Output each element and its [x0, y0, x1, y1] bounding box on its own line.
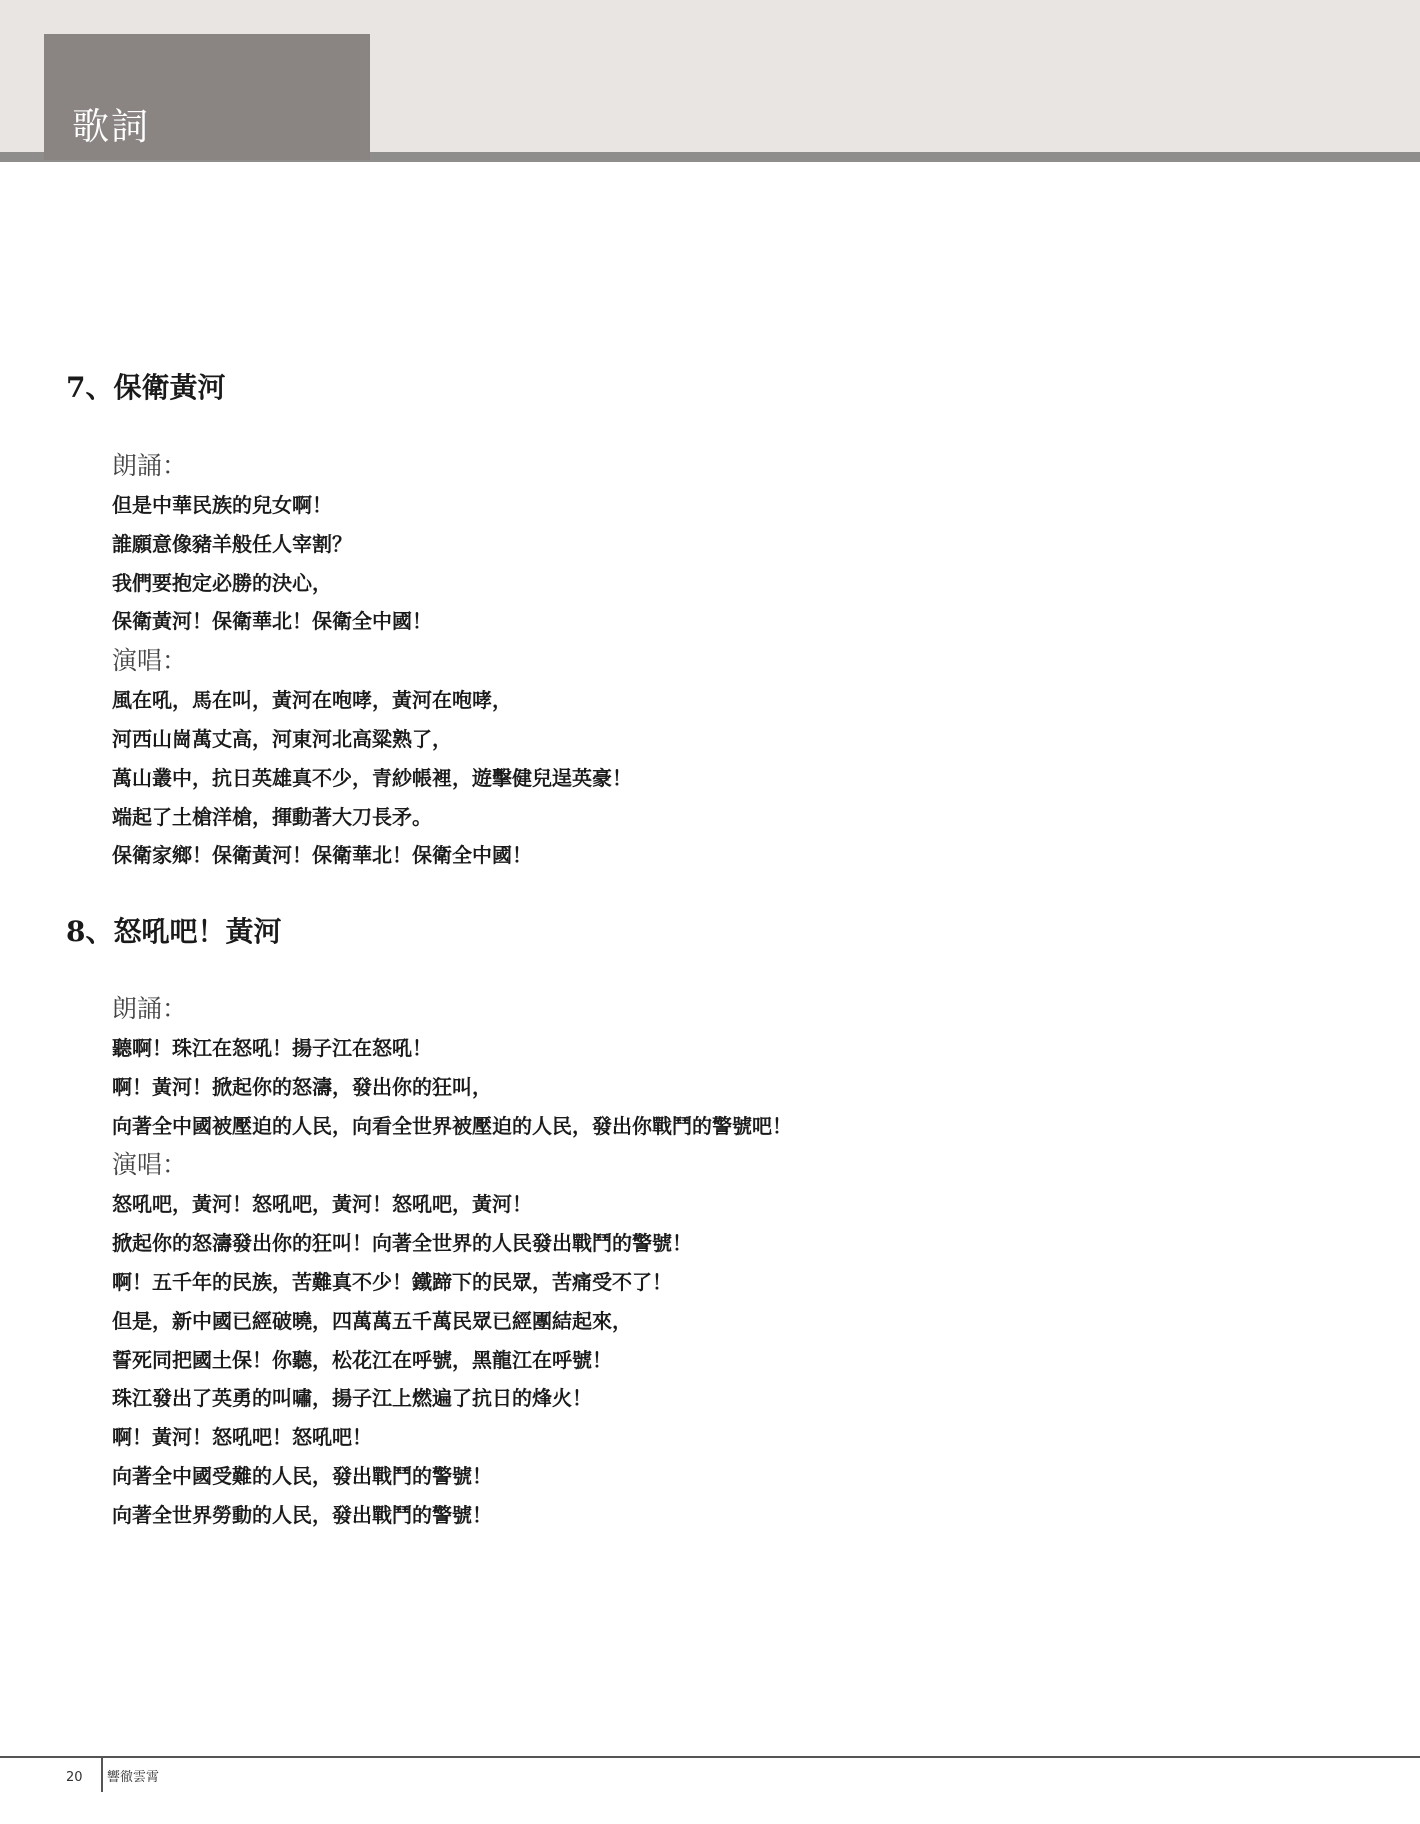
lyric-line: 聽啊！珠江在怒吼！揚子江在怒吼！	[112, 1036, 432, 1060]
part-label-singing: 演唱：	[112, 646, 188, 676]
part-label-singing: 演唱：	[112, 1150, 188, 1180]
lyric-line: 啊！五千年的民族，苦難真不少！鐵蹄下的民眾，苦痛受不了！	[112, 1269, 672, 1294]
section-heading-8: 8、怒吼吧！黃河	[66, 915, 282, 948]
lyric-line: 誰願意像豬羊般任人宰割？	[112, 531, 352, 556]
lyric-line: 但是，新中國已經破曉，四萬萬五千萬民眾已經團結起來，	[112, 1308, 632, 1333]
lyric-line: 萬山叢中，抗日英雄真不少，青紗帳裡，遊擊健兒逞英豪！	[112, 765, 632, 790]
publication-name: 響徹雲霄	[107, 1770, 160, 1785]
lyric-line: 掀起你的怒濤發出你的狂叫！向著全世界的人民發出戰鬥的警號！	[112, 1231, 692, 1256]
footer-separator	[101, 1758, 103, 1792]
lyric-line: 保衛家鄉！保衛黃河！保衛華北！保衛全中國！	[112, 843, 532, 868]
lyric-line: 河西山崗萬丈高，河東河北高粱熟了，	[112, 726, 452, 751]
lyric-line: 向著全中國被壓迫的人民，向看全世界被壓迫的人民，發出你戰鬥的警號吧！	[112, 1113, 792, 1138]
lyrics-block-7	[112, 446, 1162, 875]
lyric-line: 保衛黃河！保衛華北！保衛全中國！	[112, 609, 432, 634]
lyrics-block-8	[112, 989, 1162, 1535]
part-label-recitation: 朗誦：	[112, 994, 188, 1023]
lyric-line: 風在吼，馬在叫，黃河在咆哮，黃河在咆哮，	[112, 688, 512, 713]
lyric-line: 向著全中國受難的人民，發出戰鬥的警號！	[112, 1463, 492, 1488]
page-title: 歌詞	[72, 105, 150, 148]
page-number: 20	[66, 1770, 83, 1785]
lyric-line: 端起了土槍洋槍，揮動著大刀長矛。	[112, 804, 432, 829]
part-label-recitation: 朗誦：	[112, 451, 188, 480]
lyric-line: 怒吼吧，黃河！怒吼吧，黃河！怒吼吧，黃河！	[112, 1192, 532, 1217]
lyric-line: 誓死同把國土保！你聽，松花江在呼號，黑龍江在呼號！	[112, 1347, 612, 1372]
section-heading-7: 7、保衛黃河	[66, 371, 226, 404]
lyric-line: 我們要抱定必勝的決心，	[112, 570, 332, 595]
lyric-line: 但是中華民族的兒女啊！	[112, 493, 332, 517]
lyric-line: 珠江發出了英勇的叫嘯，揚子江上燃遍了抗日的烽火！	[112, 1386, 592, 1411]
lyric-line: 啊！黃河！掀起你的怒濤，發出你的狂叫，	[112, 1074, 492, 1099]
footer-rule	[0, 1756, 1420, 1758]
lyric-line: 向著全世界勞動的人民，發出戰鬥的警號！	[112, 1502, 492, 1527]
lyric-line: 啊！黃河！怒吼吧！怒吼吧！	[112, 1425, 372, 1450]
